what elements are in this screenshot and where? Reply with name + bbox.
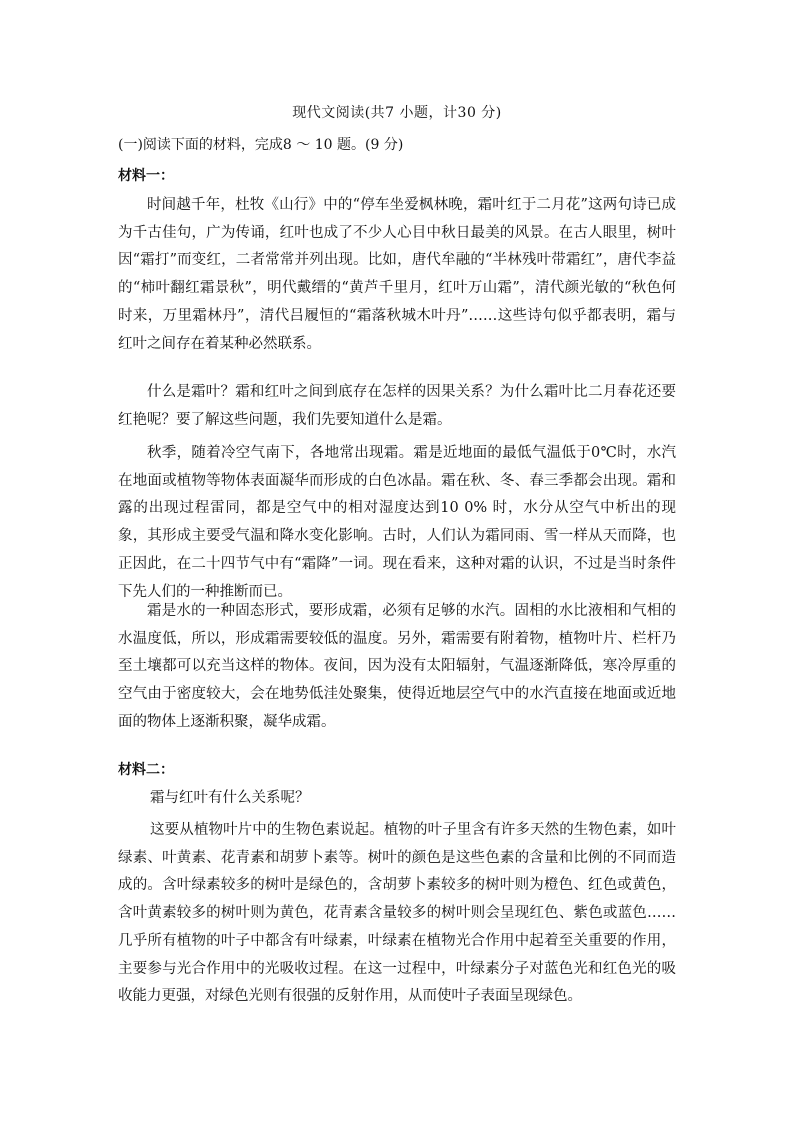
material-2-heading: 材料二： [118,762,174,778]
instructions: (一)阅读下面的材料，完成8 ～ 10 题。(9 分) [118,137,404,153]
material-2-question: 霜与红叶有什么关系呢？ [150,790,310,806]
material-1-heading: 材料一： [118,168,174,184]
material-1-paragraph: 什么是霜叶？霜和红叶之间到底存在怎样的因果关系？为什么霜叶比二月春花还要红艳呢？要了解这些问题，我们先要知道什么是霜。 [118,384,676,428]
section-title: 现代文阅读(共7 小题，计30 分) [292,105,502,121]
material-1-paragraph: 时间越千年，杜牧《山行》中的“停车坐爱枫林晚，霜叶红于二月花”这两句诗已成为千古佳句，广为传诵，红叶也成了不少人心目中秋日最美的风景。在古人眼里，树叶因“霜打”而变红，二者常常并列出现。比如，唐代牟融的“半林残叶带霜红”，唐代李益的“柿叶翻红霜景秋”，明代戴缙的“黄芦千里月，红叶万山霜”，清代颜光敏的“秋色何时来，万里霜林丹”，清代吕履恒的“霜落秋城木叶丹”……这些诗句似乎都表明，霜与红叶之间存在着某种必然联系。 [118,197,676,352]
material-2-paragraph: 这要从植物叶片中的生物色素说起。植物的叶子里含有许多天然的生物色素，如叶绿素、叶黄素、花青素和胡萝卜素等。树叶的颜色是这些色素的含量和比例的不同而造成的。含叶绿素较多的树叶是绿色的，含胡萝卜素较多的树叶则为橙色、红色或黄色，含叶黄素较多的树叶则为黄色，花青素含量较多的树叶则会呈现红色、紫色或蓝色……几乎所有植物的叶子中都含有叶绿素，叶绿素在植物光合作用中起着至关重要的作用，主要参与光合作用中的光吸收过程。在这一过程中，叶绿素分子对蓝色光和红色光的吸收能力更强，对绿色光则有很强的反射作用，从而使叶子表面呈现绿色。 [118,822,676,1005]
material-1-paragraph: 秋季，随着冷空气南下，各地常出现霜。霜是近地面的最低气温低于0℃时，水汽在地面或植物等物体表面凝华而形成的白色冰晶。霜在秋、冬、春三季都会出现。霜和露的出现过程雷同，都是空气中的相对湿度达到10 0% 时，水分从空气中析出的现象，其形成主要受气温和降水变化影响。古时，人们认为霜同雨、雪一样从天而降，也正因此，在二十四节气中有“霜降”一词。现在看来，这种对霜的认识，不过是当时条件下先人们的一种推断而已。 [118,445,676,600]
material-1-paragraph: 霜是水的一种固态形式，要形成霜，必须有足够的水汽。固相的水比液相和气相的水温度低，所以，形成霜需要较低的温度。另外，霜需要有附着物，植物叶片、栏杆乃至土壤都可以充当这样的物体。夜间，因为没有太阳辐射，气温逐渐降低，寒冷厚重的空气由于密度较大，会在地势低洼处聚集，使得近地层空气中的水汽直接在地面或近地面的物体上逐渐积聚，凝华成霜。 [118,603,676,730]
